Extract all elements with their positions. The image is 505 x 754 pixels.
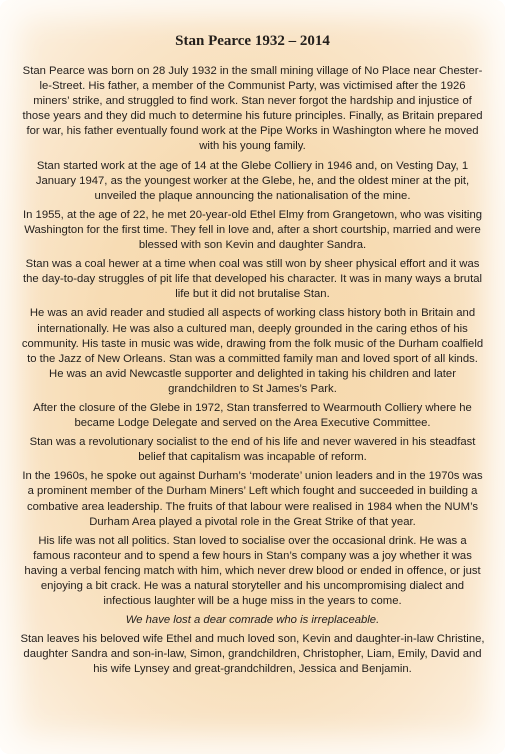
paragraph-union-leadership: In the 1960s, he spoke out against Durham’s ‘moderate’ union leaders and in the 1970s was a prominent member of the Durham Miners’ Left which fought and succeeded in building a combative area leadership. The fruits of that labour were realised in 1984 when the NUM’s Durham Area played a pivotal role in the Great Strike of that year. <box>22 470 483 528</box>
paragraph-interests: He was an avid reader and studied all aspects of working class history both in Britain and internationally. He was also a cultured man, deeply grounded in the caring ethos of his community. His taste in music was wide, drawing from the folk music of the Durham coalfield to the Jazz of New Orleans. Stan was a committed family man and loved sport of all kinds. He was an avid Newcastle supporter and delighted in taking his children and later grandchildren to St James’s Park. <box>21 307 484 395</box>
paragraph-tribute: We have lost a dear comrade who is irreplaceable. <box>125 614 380 627</box>
obituary-content <box>20 32 485 682</box>
paragraph-wearmouth: After the closure of the Glebe in 1972, Stan transferred to Wearmouth Colliery where he became Lodge Delegate and served on the Area Executive Committee. <box>33 401 472 430</box>
paragraph-glebe-colliery: Stan started work at the age of 14 at the Glebe Colliery in 1946 and, on Vesting Day, 1 January 1947, as the youngest worker at the Glebe, he, and the oldest miner at the pit, unveiled the plaque announcing the nationalisation of the mine. <box>35 159 470 202</box>
paragraph-family: Stan leaves his beloved wife Ethel and much loved son, Kevin and daughter-in-law Christine, daughter Sandra and son-in-law, Simon, grandchildren, Christopher, Liam, Emily, David and his wife Lynsey and great-grandchildren, Jessica and Benjamin. <box>20 633 485 676</box>
page-title: Stan Pearce 1932 – 2014 <box>175 33 330 49</box>
paragraph-social-life: His life was not all politics. Stan loved to socialise over the occasional drink. He was a famous raconteur and to spend a few hours in Stan’s company was a joy whether it was having a verbal fencing match with him, which never drew blood or ended in offence, or just enjoying a bit crack. He was a natural storyteller and his uncompromising dialect and infectious laughter will be a huge miss in the years to come. <box>24 534 481 608</box>
paragraph-early-life: Stan Pearce was born on 28 July 1932 in the small mining village of No Place near Chester-le-Street. His father, a member of the Communist Party, was victimised after the 1926 miners’ strike, and struggled to find work. Stan never forgot the hardship and injustice of those years and they did much to determine his future principles. Finally, as Britain prepared for war, his father eventually found work at the Pipe Works in Washington where he moved with his young family. <box>22 65 483 153</box>
paragraph-marriage: In 1955, at the age of 22, he met 20-year-old Ethel Elmy from Grangetown, who was visiting Washington for the first time. They fell in love and, after a short courtship, married and were blessed with son Kevin and daughter Sandra. <box>22 208 483 252</box>
paragraph-coal-hewer: Stan was a coal hewer at a time when coal was still won by sheer physical effort and it was the day-to-day struggles of pit life that developed his character. It was in many ways a brutal life but it did not brutalise Stan. <box>22 258 483 301</box>
paragraph-socialist: Stan was a revolutionary socialist to the end of his life and never wavered in his steadfast belief that capitalism was incapable of reform. <box>29 436 476 464</box>
